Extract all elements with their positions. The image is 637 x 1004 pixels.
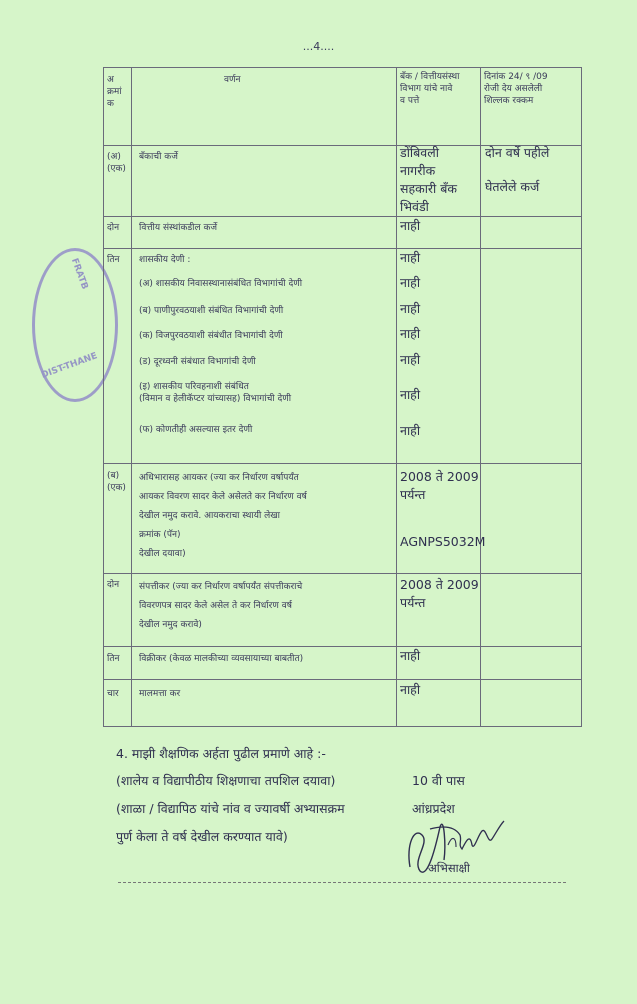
row-3-sub-d-label: (ड) दूरध्वनी संबंधात विभागांची देणी [139, 357, 256, 367]
row-7-bank: नाही [400, 682, 421, 697]
liabilities-table [103, 67, 582, 727]
row-3-sub-e-label: (इ) शासकीय परिवहनाशी संबंधित (विमान व हेलीकॅप्टर यांच्यासह) विभागांची देणी [139, 382, 292, 404]
row-1-description: बँकाची कर्जे [139, 152, 178, 162]
row-6-number: तिन [107, 654, 120, 664]
signature-label: अभिसाक्षी [428, 861, 470, 875]
row-3-sub-f-label: (फ) कोणतीही असल्यास इतर देणी [139, 425, 253, 435]
education-line-2: (शालेय व विद्यापीठीय शिक्षणाचा तपशिल दयावा) [116, 773, 336, 788]
page-number: ...4.... [302, 40, 335, 53]
stamp-text-top: FRATB [68, 257, 90, 291]
row-3-number: तिन [107, 255, 120, 265]
row-3-sub-a-value: नाही [400, 275, 421, 290]
row-3-sub-c-value: नाही [400, 326, 421, 341]
row-1-amount: दोन वर्षे पहीले घेतलेले कर्ज [485, 145, 550, 194]
row-3-sub-e-value: नाही [400, 387, 421, 402]
header-col-bank: बँक / वित्तीयसंस्था विभाग यांचे नावे व पत्ते [400, 72, 460, 106]
row-6-description: विक्रीकर (केवळ मालकीच्या व्यवसायाच्या बाबतीत) [139, 654, 304, 664]
row-7-number: चार [107, 689, 119, 699]
row-3-bank: नाही [400, 250, 421, 265]
row-4-period: 2008 ते 2009 पर्यन्त [400, 469, 479, 502]
row-4-description: अधिभारासह आयकर (ज्या कर निर्धारण वर्षापर्यंत आयकर विवरण सादर केले असेलते कर निर्धारण वर्ष देखील नमुद करावे. आयकराचा स्थायी लेखा क्रमांक (पॅन) देखील दयावा) [139, 473, 307, 559]
row-4-number: (ब) (एक) [107, 471, 126, 493]
header-col-number: अ क्रमां क [107, 75, 122, 109]
education-line-3: (शाळा / विद्यापिठ यांचे नांव व ज्यावर्षी अभ्यासक्रम [116, 801, 345, 816]
row-3-sub-a-label: (अ) शासकीय निवासस्थानासंबंधित विभागांची देणी [139, 279, 303, 289]
education-line-4: पुर्ण केला ते वर्ष देखील करण्यात यावे) [116, 829, 288, 844]
row-5-description: संपत्तीकर (ज्या कर निर्धारण वर्षापर्यंत संपत्तीकराचे विवरणपत्र सादर केले असेल ते कर निर्धारण वर्ष देखील नमुद करावे) [139, 582, 303, 630]
education-state: आंध्रप्रदेश [412, 801, 455, 816]
row-3-sub-b-value: नाही [400, 301, 421, 316]
row-4-pan: AGNPS5032M [400, 534, 486, 549]
header-col-description: वर्णन [224, 75, 241, 85]
row-3-sub-b-label: (ब) पाणीपुरवठयाशी संबंधित विभागांची देणी [139, 306, 284, 316]
education-heading: 4. माझी शैक्षणिक अर्हता पुढील प्रमाणे आहे :- [116, 746, 326, 761]
bottom-rule [118, 882, 566, 883]
header-col-balance: दिनांक 24/ ९ /09 रोजी देय असलेली शिल्लक रक्कम [484, 72, 548, 106]
row-2-bank: नाही [400, 218, 421, 233]
row-7-description: मालमत्ता कर [139, 689, 181, 699]
row-3-description: शासकीय देणी : [139, 255, 191, 265]
row-3-sub-f-value: नाही [400, 423, 421, 438]
row-5-number: दोन [107, 580, 120, 590]
row-2-number: दोन [107, 223, 120, 233]
row-3-sub-c-label: (क) विजपुरवठयाशी संबंधीत विभागांची देणी [139, 331, 283, 341]
row-3-sub-d-value: नाही [400, 352, 421, 367]
row-5-period: 2008 ते 2009 पर्यन्त [400, 577, 479, 610]
row-2-description: वित्तीय संस्थांकडील कर्जे [139, 223, 218, 233]
row-1-number: (अ) (एक) [107, 152, 126, 174]
stamp-text-bottom: DIST-THANE [40, 351, 99, 381]
row-1-bank: डोंबिवली नागरीक सहकारी बँक भिवंडी [400, 145, 457, 214]
education-qualification: 10 वी पास [412, 773, 465, 788]
row-6-bank: नाही [400, 648, 421, 663]
